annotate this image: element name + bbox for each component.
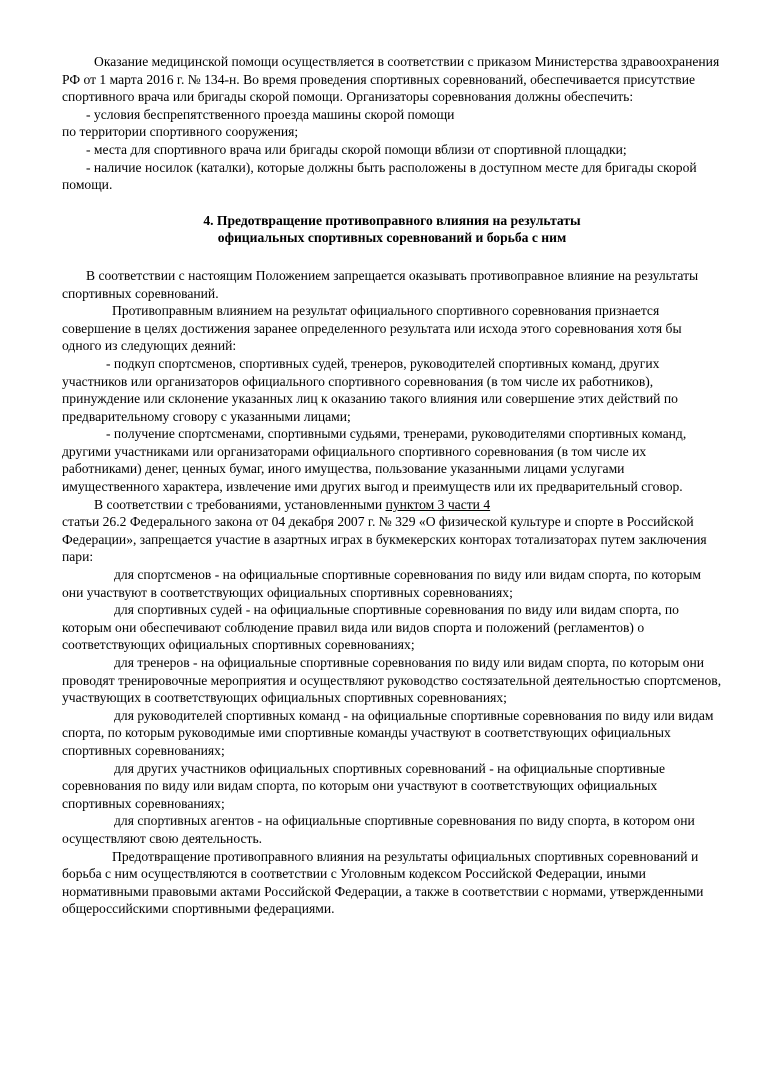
law-paragraph-text: В соответствии с требованиями, установленными: [94, 496, 386, 512]
bullet-ambulance-access-cont: по территории спортивного сооружения;: [62, 124, 299, 140]
bullet-doctor-place: - места для спортивного врача или бригады скорой помощи вблизи от спортивной площадки;: [86, 141, 627, 157]
receipt-item: - получение спортсменами, спортивными судьями, тренерами, руководителями спортивных команд, другими участниками или организаторами официального спортивного соревнования (в том числе их работниками) денег, ценных бумаг, иного имущества, пользование указанными лицами услугами имущественного характера, извлечение ими других выгод и преимуществ или их предварительный сговор.: [62, 426, 687, 495]
law-reference-link[interactable]: пунктом 3 части 4: [385, 496, 491, 512]
law-paragraph-start: [62, 496, 722, 514]
athletes-item: для спортсменов - на официальные спортивные соревнования по виду или видам спорта, по которым они участвуют в соответствующих официальных спортивных соревнованиях;: [62, 567, 701, 600]
medical-paragraph: Оказание медицинской помощи осуществляется в соответствии с приказом Министерства здравоохранения РФ от 1 марта 2016 г. № 134-н. Во время проведения спортивных соревнований, обеспечивается присутствие спортивного врача или бригады скорой помощи. Организаторы соревнования должны обеспечить:: [62, 54, 720, 105]
section-heading: [62, 212, 722, 247]
document-page: [62, 53, 722, 918]
bullet-ambulance-access: - условия беспрепятственного проезда машины скорой помощи: [86, 106, 455, 122]
bullet-stretcher: - наличие носилок (каталки), которые должны быть расположены в доступном месте для бригады скорой помощи.: [62, 159, 697, 193]
prohibition-paragraph: В соответствии с настоящим Положением запрещается оказывать противоправное влияние на результаты спортивных соревнований.: [62, 267, 699, 301]
sports-agents-item: для спортивных агентов - на официальные спортивные соревнования по виду спорта, в котором они осуществляют свою деятельность.: [62, 813, 695, 846]
section-heading-line1: 4. Предотвращение противоправного влияния на результаты: [203, 212, 581, 228]
other-participants-item: для других участников официальных спортивных соревнований - на официальные спортивные соревнования по виду или видам спорта, по которым они участвуют в соответствующих официальных спортивных соревнованиях;: [62, 760, 666, 811]
law-paragraph-cont: статьи 26.2 Федерального закона от 04 декабря 2007 г. № 329 «О физической культуре и спорте в Российской Федерации», запрещается участие в азартных играх в букмекерских конторах тотализаторах путем заключения пари:: [62, 514, 707, 565]
definition-paragraph: Противоправным влиянием на результат официального спортивного соревнования признается совершение в целях достижения заранее определенного результата или исхода этого соревнования хотя бы одного из следующих деяний:: [62, 303, 682, 354]
bribery-item: - подкуп спортсменов, спортивных судей, тренеров, руководителей спортивных команд, других участников или организаторов официального спортивного соревнования (в том числе их работников), принуждение или склонение указанных лиц к оказанию такого влияния или совершение этих действий по предварительному сговору с указанными лицами;: [62, 355, 678, 424]
section-heading-line2: официальных спортивных соревнований и борьба с ним: [217, 230, 567, 246]
team-leaders-item: для руководителей спортивных команд - на официальные спортивные соревнования по виду или видам спорта, по которым руководимые ими спортивные команды участвуют в соответствующих официальных спортивных соревнованиях;: [62, 707, 714, 758]
coaches-item: для тренеров - на официальные спортивные соревнования по виду или видам спорта, по которым они проводят тренировочные мероприятия и осуществляют руководство состязательной деятельностью спортсменов, участвующих в соответствующих официальных спортивных соревнованиях;: [62, 655, 722, 706]
prevention-paragraph: Предотвращение противоправного влияния на результаты официальных спортивных соревнований и борьба с ним осуществляются в соответствии с Уголовным кодексом Российской Федерации, иными нормативными правовыми актами Российской Федерации, а также в соответствии с нормами, утвержденными общероссийскими спортивными федерациями.: [62, 848, 704, 917]
referees-item: для спортивных судей - на официальные спортивные соревнования по виду или видам спорта, по которым они обеспечивают соблюдение правил вида или видов спорта и положений (регламентов) о соответствующих официальных спортивных соревнованиях;: [62, 602, 679, 653]
